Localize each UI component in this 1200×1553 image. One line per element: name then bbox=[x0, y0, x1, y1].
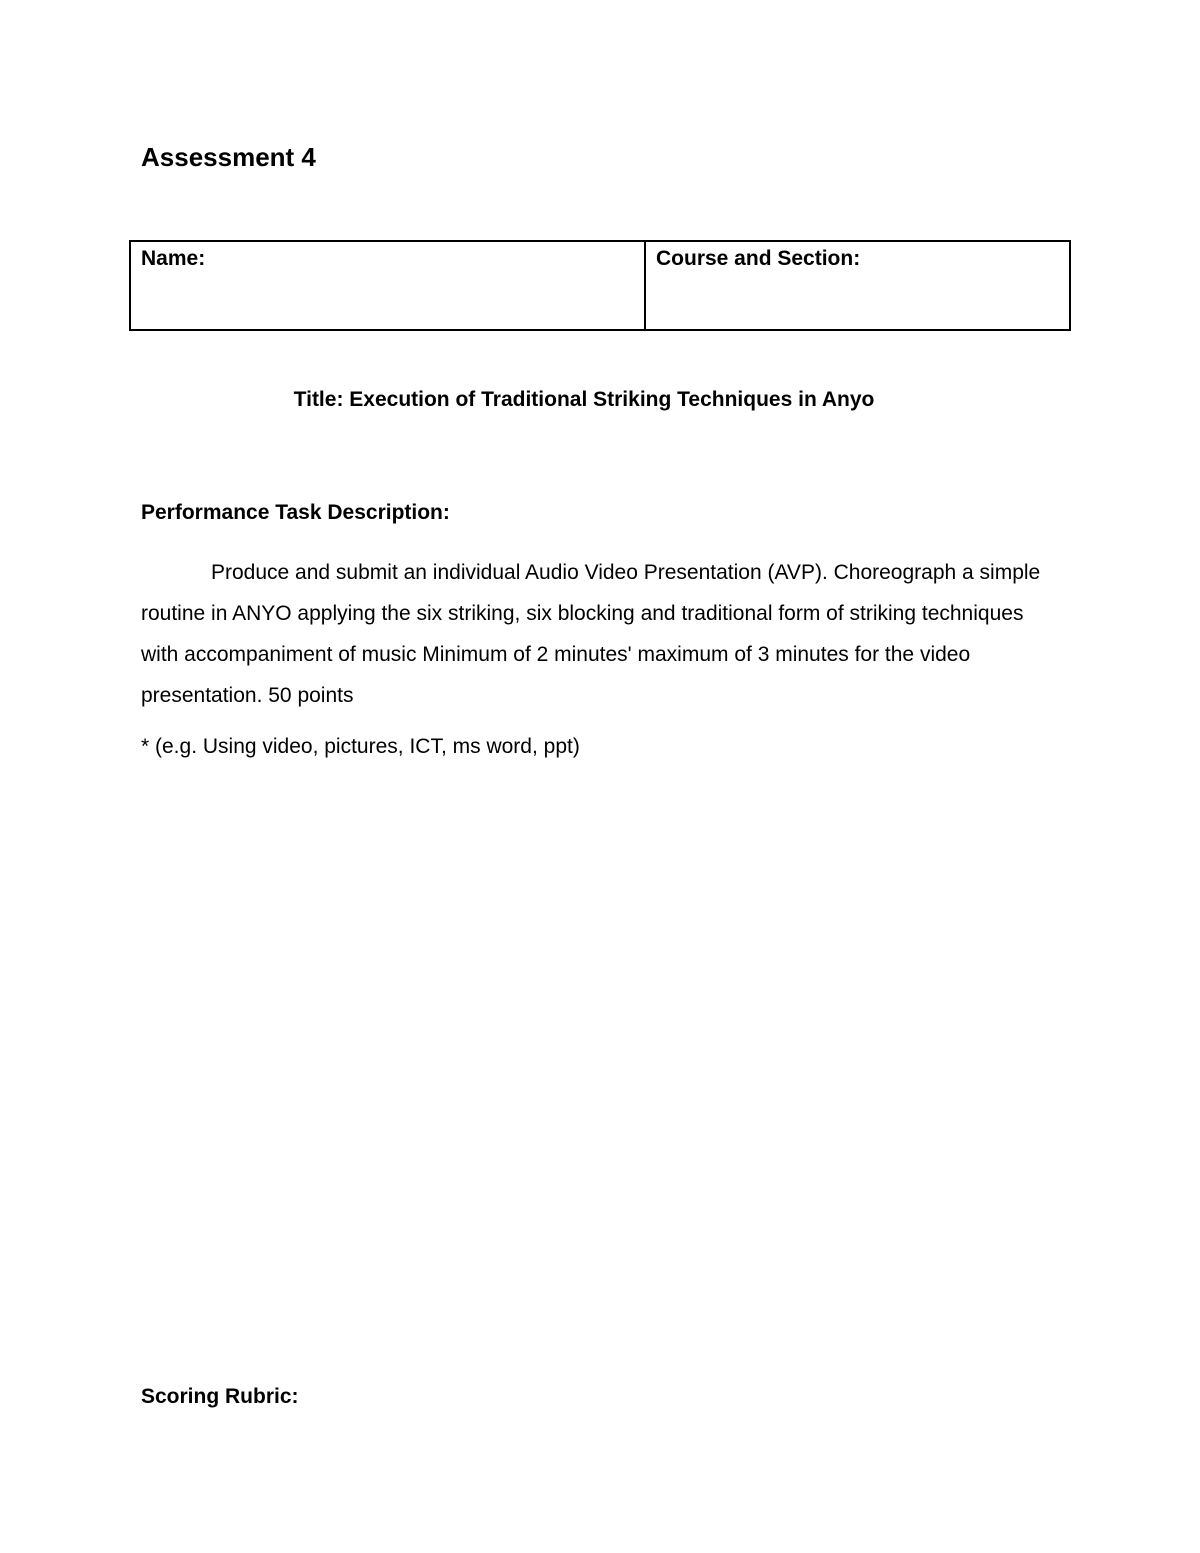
course-section-field[interactable] bbox=[645, 241, 1070, 330]
name-label: Name: bbox=[141, 247, 206, 270]
page-title: Assessment 4 bbox=[141, 142, 316, 172]
task-description-heading: Performance Task Description: bbox=[141, 501, 450, 524]
student-info-table bbox=[129, 240, 1071, 331]
name-field[interactable] bbox=[130, 241, 645, 330]
course-section-label: Course and Section: bbox=[656, 247, 861, 270]
scoring-rubric-heading: Scoring Rubric: bbox=[141, 1385, 299, 1408]
assessment-title: Title: Execution of Traditional Striking Techniques in Anyo bbox=[293, 388, 875, 411]
student-info-row bbox=[130, 241, 1070, 330]
examples-note: * (e.g. Using video, pictures, ICT, ms word, ppt) bbox=[141, 735, 580, 758]
task-description-text: Produce and submit an individual Audio Video Presentation (AVP). Choreograph a simple routine in ANYO applying the six striking, six blocking and traditional form of striking techniques with accompaniment of music Minimum of 2 minutes' maximum of 3 minutes for the video presentation. 50 points bbox=[141, 561, 1041, 707]
